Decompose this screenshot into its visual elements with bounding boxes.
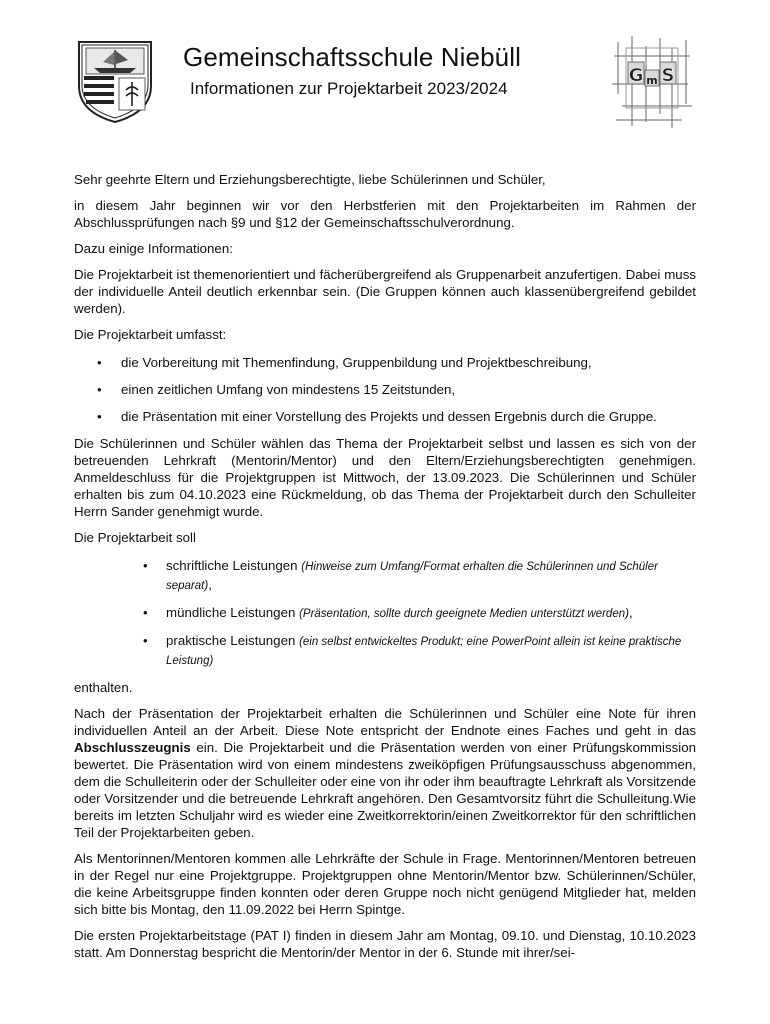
list-item: • die Vorbereitung mit Themenfindung, Gruppenbildung und Projektbeschreibung,	[97, 355, 592, 370]
scope-lead: Die Projektarbeit umfasst:	[74, 327, 227, 342]
item-label: schriftliche Leistungen	[166, 558, 298, 573]
bullet: •	[97, 382, 102, 397]
logo-letter-g: G	[628, 65, 644, 86]
bullet: •	[97, 409, 102, 424]
bullet: •	[97, 355, 102, 370]
should-tail: enthalten.	[74, 680, 133, 695]
list-item	[74, 632, 696, 670]
list-item: • mündliche Leistungen (Präsentation, sollte durch geeignete Medien unterstützt werden),	[143, 605, 633, 620]
greeting: Sehr geehrte Eltern und Erziehungsberechtigte, liebe Schülerinnen und Schüler,	[74, 172, 546, 187]
bullet: •	[143, 605, 148, 620]
theme-paragraph: Die Projektarbeit ist themenorientiert und fächerübergreifend als Gruppenarbeit anzufertigen. Dabei muss der individuelle Anteil deutlich erkennbar sein. (Die Gruppen können auch klassenübergreifend gebildet werden).	[74, 267, 696, 316]
item-note: (ein selbst entwickeltes Produkt; eine PowerPoint allein ist keine praktische Leistung)	[166, 636, 682, 667]
page-subtitle: Informationen zur Projektarbeit 2023/2024	[190, 79, 508, 98]
should-lead: Die Projektarbeit soll	[74, 530, 196, 545]
pat-paragraph: Die ersten Projektarbeitstage (PAT I) finden in diesem Jahr am Montag, 09.10. und Dienstag, 10.10.2023 statt. Am Donnerstag bespricht die Mentorin/der Mentor in der 6. Stunde mit ihrer/sei-	[74, 928, 696, 960]
school-crest-logo	[76, 38, 154, 124]
list-item: • die Präsentation mit einer Vorstellung des Projekts und dessen Ergebnis durch die Gruppe.	[97, 409, 657, 424]
list-item: • schriftliche Leistungen (Hinweise zum Umfang/Format erhalten die Schülerinnen und Schüler separat),	[143, 558, 658, 592]
intro-paragraph: in diesem Jahr beginnen wir vor den Herbstferien mit den Projektarbeiten im Rahmen der Abschlussprüfungen nach §9 und §12 der Gemeinschaftsschulverordnung.	[74, 198, 696, 230]
info-lead: Dazu einige Informationen:	[74, 241, 233, 256]
mentor-paragraph: Als Mentorinnen/Mentoren kommen alle Lehrkräfte der Schule in Frage. Mentorinnen/Mentoren betreuen in der Regel nur eine Projektgruppe. Projektgruppen ohne Mentorin/Mentor bzw. Schülerinnen/Schüler, die keine Arbeitsgruppe finden konnten oder deren Gruppe noch nicht genügend Mitglieder hat, melden sich bitte bis Montag, den 11.09.2022 bei Herrn Spintge.	[74, 851, 696, 917]
item-note: (Präsentation, sollte durch geeignete Medien unterstützt werden)	[299, 608, 629, 620]
logo-letter-s: S	[661, 65, 675, 86]
letter-body	[74, 171, 696, 970]
scope-list	[74, 354, 696, 425]
emphasis-abschlusszeugnis: Abschlusszeugnis	[74, 740, 191, 755]
list-item: • einen zeitlichen Umfang von mindestens 15 Zeitstunden,	[97, 382, 456, 397]
performance-list	[74, 557, 696, 670]
grade-paragraph: Nach der Präsentation der Projektarbeit erhalten die Schülerinnen und Schüler eine Note für ihren individuellen Anteil an der Arbeit. Diese Note entspricht der Endnote eines Faches und geht in das Abschlusszeugnis ein. Die Projektarbeit und die Präsentation werden von einer Prüfungskommission bewertet. Die Präsentation wird von einem mindestens zweiköpfigen Prüfungsausschuss abgenommen, dem die Schulleiterin oder der Schulleiter oder eine von ihr oder ihm beauftragte Lehrkraft als Vorsitzende oder Vorsitzender und die betreuende Lehrkraft angehören. Den Gesamtvorsitz führt die Schulleitung.Wie bereits im letzten Schuljahr wird es wieder eine Zweitkorrektorin/einen Zweitkorrektor für den schriftlichen Teil der Projektarbeiten geben.	[74, 706, 696, 840]
bullet: •	[143, 558, 148, 573]
page-title: Gemeinschaftsschule Niebüll	[183, 42, 521, 72]
item-label: mündliche Leistungen	[166, 605, 296, 620]
bullet: •	[143, 633, 148, 648]
item-note: (Hinweise zum Umfang/Format erhalten die Schülerinnen und Schüler separat)	[166, 561, 658, 592]
logo-letter-m: m	[646, 74, 658, 87]
item-label: praktische Leistungen	[166, 633, 296, 648]
gms-school-logo	[612, 34, 692, 130]
topic-paragraph: Die Schülerinnen und Schüler wählen das Thema der Projektarbeit selbst und lassen es sich von der betreuenden Lehrkraft (Mentorin/Mentor) und den Eltern/Erziehungsberechtigten genehmigen. Anmeldeschluss für die Projektgruppen ist Mittwoch, der 13.09.2023. Die Schülerinnen und Schüler erhalten bis zum 04.10.2023 eine Rückmeldung, ob das Thema der Projektarbeit durch den Schulleiter Herrn Sander genehmigt wurde.	[74, 436, 696, 519]
